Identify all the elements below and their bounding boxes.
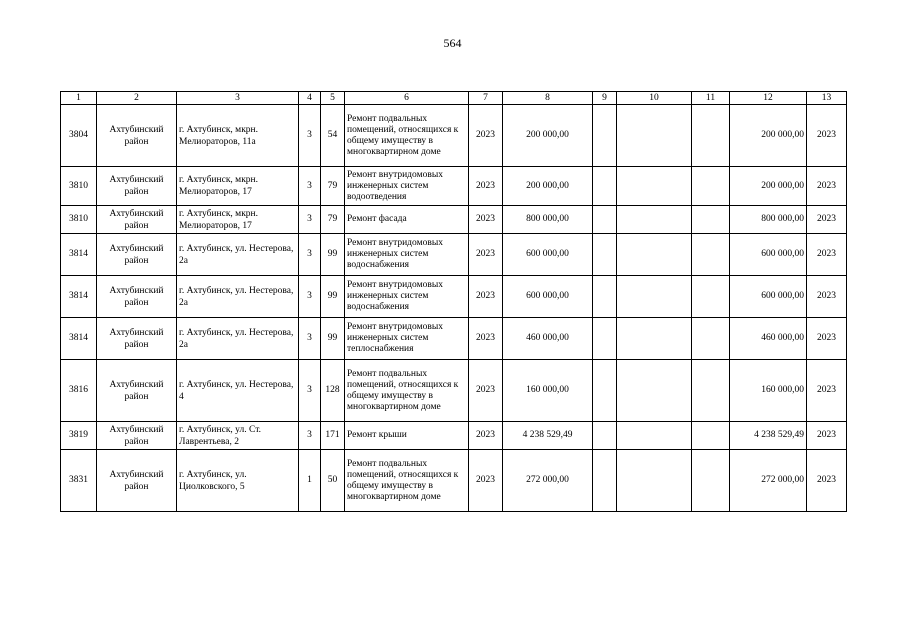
district-cell: Ахтубинский район xyxy=(97,318,177,360)
table-row xyxy=(61,167,847,206)
district-cell: Ахтубинский район xyxy=(97,234,177,276)
page-number: 564 xyxy=(443,36,462,50)
address-cell: г. Ахтубинск, ул. Циолковского, 5 xyxy=(177,450,299,512)
col4-cell: 3 xyxy=(299,105,321,167)
row-id-cell: 3819 xyxy=(61,422,97,450)
total-cell: 800 000,00 xyxy=(730,206,807,234)
row-id-cell: 3831 xyxy=(61,450,97,512)
column-header: 3 xyxy=(177,92,299,105)
year-cell: 2023 xyxy=(469,360,503,422)
address-cell: г. Ахтубинск, ул. Нестерова, 2а xyxy=(177,318,299,360)
col9-cell xyxy=(593,167,617,206)
work-type-cell: Ремонт подвальных помещений, относящихся к общему имуществу в многоквартирном доме xyxy=(345,105,469,167)
end-year-cell: 2023 xyxy=(807,234,847,276)
col11-cell xyxy=(692,167,730,206)
cost-cell: 4 238 529,49 xyxy=(503,422,593,450)
col10-cell xyxy=(617,422,692,450)
address-cell: г. Ахтубинск, мкрн. Мелиораторов, 17 xyxy=(177,206,299,234)
table-row xyxy=(61,234,847,276)
work-type-cell: Ремонт внутридомовых инженерных систем водоотведения xyxy=(345,167,469,206)
year-cell: 2023 xyxy=(469,234,503,276)
cost-cell: 800 000,00 xyxy=(503,206,593,234)
col4-cell: 3 xyxy=(299,318,321,360)
col4-cell: 3 xyxy=(299,422,321,450)
district-cell: Ахтубинский район xyxy=(97,167,177,206)
col11-cell xyxy=(692,450,730,512)
col9-cell xyxy=(593,422,617,450)
column-header: 2 xyxy=(97,92,177,105)
table-row xyxy=(61,206,847,234)
end-year-cell: 2023 xyxy=(807,206,847,234)
col9-cell xyxy=(593,450,617,512)
col9-cell xyxy=(593,234,617,276)
col4-cell: 3 xyxy=(299,234,321,276)
address-cell: г. Ахтубинск, ул. Нестерова, 2а xyxy=(177,234,299,276)
cost-cell: 160 000,00 xyxy=(503,360,593,422)
row-id-cell: 3810 xyxy=(61,167,97,206)
table-row xyxy=(61,276,847,318)
col10-cell xyxy=(617,450,692,512)
col10-cell xyxy=(617,234,692,276)
column-header: 13 xyxy=(807,92,847,105)
col10-cell xyxy=(617,360,692,422)
col11-cell xyxy=(692,234,730,276)
address-cell: г. Ахтубинск, ул. Нестерова, 4 xyxy=(177,360,299,422)
year-cell: 2023 xyxy=(469,318,503,360)
cost-cell: 200 000,00 xyxy=(503,105,593,167)
total-cell: 160 000,00 xyxy=(730,360,807,422)
row-id-cell: 3814 xyxy=(61,318,97,360)
col10-cell xyxy=(617,318,692,360)
end-year-cell: 2023 xyxy=(807,167,847,206)
col4-cell: 3 xyxy=(299,276,321,318)
district-cell: Ахтубинский район xyxy=(97,360,177,422)
total-cell: 200 000,00 xyxy=(730,167,807,206)
col9-cell xyxy=(593,318,617,360)
col11-cell xyxy=(692,105,730,167)
year-cell: 2023 xyxy=(469,276,503,318)
col11-cell xyxy=(692,206,730,234)
col4-cell: 3 xyxy=(299,206,321,234)
district-cell: Ахтубинский район xyxy=(97,105,177,167)
col5-cell: 50 xyxy=(321,450,345,512)
work-type-cell: Ремонт внутридомовых инженерных систем водоснабжения xyxy=(345,234,469,276)
table-row xyxy=(61,360,847,422)
col10-cell xyxy=(617,276,692,318)
end-year-cell: 2023 xyxy=(807,450,847,512)
col5-cell: 79 xyxy=(321,167,345,206)
col11-cell xyxy=(692,360,730,422)
work-type-cell: Ремонт крыши xyxy=(345,422,469,450)
work-type-cell: Ремонт фасада xyxy=(345,206,469,234)
col5-cell: 128 xyxy=(321,360,345,422)
year-cell: 2023 xyxy=(469,167,503,206)
col10-cell xyxy=(617,206,692,234)
column-header: 5 xyxy=(321,92,345,105)
total-cell: 600 000,00 xyxy=(730,276,807,318)
col11-cell xyxy=(692,276,730,318)
col5-cell: 99 xyxy=(321,276,345,318)
row-id-cell: 3816 xyxy=(61,360,97,422)
column-header: 10 xyxy=(617,92,692,105)
table-row xyxy=(61,318,847,360)
address-cell: г. Ахтубинск, мкрн. Мелиораторов, 17 xyxy=(177,167,299,206)
cost-cell: 600 000,00 xyxy=(503,276,593,318)
work-type-cell: Ремонт подвальных помещений, относящихся к общему имуществу в многоквартирном доме xyxy=(345,360,469,422)
end-year-cell: 2023 xyxy=(807,276,847,318)
year-cell: 2023 xyxy=(469,105,503,167)
end-year-cell: 2023 xyxy=(807,318,847,360)
column-header: 8 xyxy=(503,92,593,105)
column-header: 12 xyxy=(730,92,807,105)
total-cell: 200 000,00 xyxy=(730,105,807,167)
col5-cell: 171 xyxy=(321,422,345,450)
column-header: 1 xyxy=(61,92,97,105)
total-cell: 272 000,00 xyxy=(730,450,807,512)
year-cell: 2023 xyxy=(469,450,503,512)
col9-cell xyxy=(593,276,617,318)
address-cell: г. Ахтубинск, ул. Нестерова, 2а xyxy=(177,276,299,318)
address-cell: г. Ахтубинск, мкрн. Мелиораторов, 11а xyxy=(177,105,299,167)
total-cell: 460 000,00 xyxy=(730,318,807,360)
district-cell: Ахтубинский район xyxy=(97,450,177,512)
column-header: 7 xyxy=(469,92,503,105)
address-cell: г. Ахтубинск, ул. Ст. Лаврентьева, 2 xyxy=(177,422,299,450)
column-header: 6 xyxy=(345,92,469,105)
row-id-cell: 3810 xyxy=(61,206,97,234)
year-cell: 2023 xyxy=(469,422,503,450)
header-row xyxy=(61,92,847,105)
col10-cell xyxy=(617,167,692,206)
col4-cell: 3 xyxy=(299,360,321,422)
table-row xyxy=(61,422,847,450)
column-header: 11 xyxy=(692,92,730,105)
cost-cell: 272 000,00 xyxy=(503,450,593,512)
district-cell: Ахтубинский район xyxy=(97,422,177,450)
table-row xyxy=(61,450,847,512)
col5-cell: 99 xyxy=(321,318,345,360)
col5-cell: 54 xyxy=(321,105,345,167)
total-cell: 4 238 529,49 xyxy=(730,422,807,450)
work-type-cell: Ремонт внутридомовых инженерных систем водоснабжения xyxy=(345,276,469,318)
col5-cell: 99 xyxy=(321,234,345,276)
col4-cell: 1 xyxy=(299,450,321,512)
end-year-cell: 2023 xyxy=(807,360,847,422)
table-row xyxy=(61,105,847,167)
end-year-cell: 2023 xyxy=(807,105,847,167)
col10-cell xyxy=(617,105,692,167)
total-cell: 600 000,00 xyxy=(730,234,807,276)
col5-cell: 79 xyxy=(321,206,345,234)
capital-repair-table xyxy=(60,91,847,512)
district-cell: Ахтубинский район xyxy=(97,206,177,234)
col11-cell xyxy=(692,318,730,360)
work-type-cell: Ремонт подвальных помещений, относящихся к общему имуществу в многоквартирном доме xyxy=(345,450,469,512)
row-id-cell: 3814 xyxy=(61,276,97,318)
col9-cell xyxy=(593,360,617,422)
column-header: 4 xyxy=(299,92,321,105)
col11-cell xyxy=(692,422,730,450)
cost-cell: 200 000,00 xyxy=(503,167,593,206)
row-id-cell: 3814 xyxy=(61,234,97,276)
cost-cell: 600 000,00 xyxy=(503,234,593,276)
year-cell: 2023 xyxy=(469,206,503,234)
column-header: 9 xyxy=(593,92,617,105)
work-type-cell: Ремонт внутридомовых инженерных систем теплоснабжения xyxy=(345,318,469,360)
end-year-cell: 2023 xyxy=(807,422,847,450)
col9-cell xyxy=(593,105,617,167)
col4-cell: 3 xyxy=(299,167,321,206)
col9-cell xyxy=(593,206,617,234)
district-cell: Ахтубинский район xyxy=(97,276,177,318)
cost-cell: 460 000,00 xyxy=(503,318,593,360)
row-id-cell: 3804 xyxy=(61,105,97,167)
